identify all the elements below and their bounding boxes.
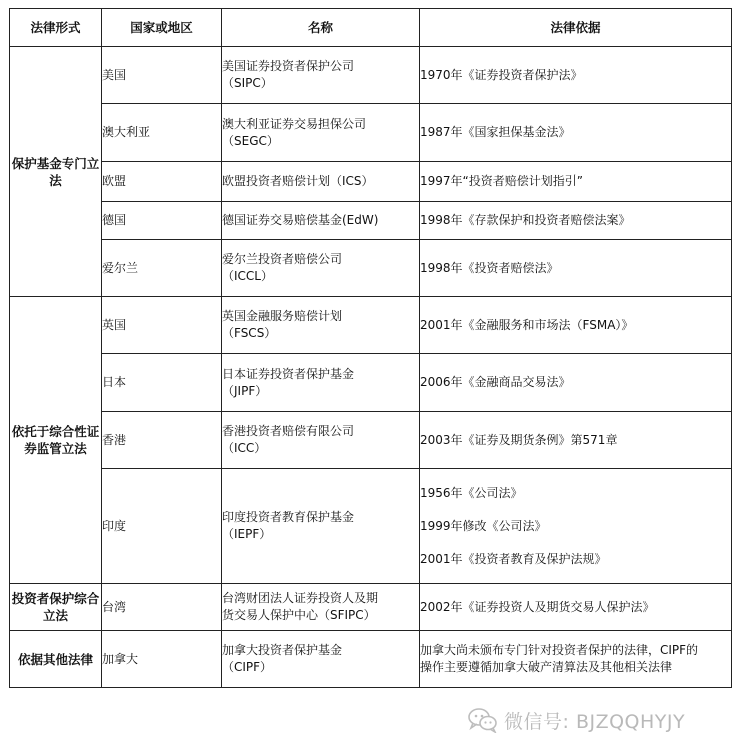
basis-cell [420, 584, 732, 631]
name-line: （SEGC） [222, 133, 279, 148]
basis-line: 2006年《金融商品交易法》 [420, 375, 571, 389]
header-row [10, 9, 732, 47]
name-cell [222, 412, 420, 469]
name-cell [222, 631, 420, 688]
basis-cell [420, 240, 732, 297]
region-cell: 美国 [102, 47, 222, 104]
legal-form-cell: 依托于综合性证券监管立法 [10, 297, 102, 584]
legal-basis-table [9, 8, 732, 688]
name-cell [222, 584, 420, 631]
name-cell [222, 202, 420, 240]
basis-line: 加拿大尚未颁布专门针对投资者保护的法律，CIPF的 [420, 643, 699, 657]
legal-form-cell: 投资者保护综合立法 [10, 584, 102, 631]
basis-cell [420, 631, 732, 688]
basis-line: 2003年《证券及期货条例》第571章 [420, 432, 618, 447]
table-row [10, 240, 732, 297]
name-cell [222, 297, 420, 354]
table-row [10, 412, 732, 469]
wechat-icon [468, 707, 498, 733]
name-line: （JIPF） [222, 383, 268, 398]
region-cell: 欧盟 [102, 162, 222, 202]
name-line: （ICC） [222, 441, 267, 455]
watermark-text: 微信号: BJZQQHYJY [504, 710, 686, 733]
header-legal-basis: 法律依据 [420, 9, 732, 47]
table-row [10, 631, 732, 688]
table-row [10, 104, 732, 162]
legal-form-cell: 依据其他法律 [10, 631, 102, 688]
region-cell: 香港 [102, 412, 222, 469]
name-line: （SIPC） [222, 76, 273, 90]
region-cell: 日本 [102, 354, 222, 412]
basis-line: 1970年《证券投资者保护法》 [420, 67, 583, 82]
basis-cell [420, 162, 732, 202]
basis-cell [420, 412, 732, 469]
table-row [10, 584, 732, 631]
table-row [10, 162, 732, 202]
name-line: 爱尔兰投资者赔偿公司 [222, 252, 343, 266]
region-cell: 印度 [102, 469, 222, 584]
basis-line: 1998年《存款保护和投资者赔偿法案》 [420, 213, 631, 227]
basis-cell [420, 202, 732, 240]
name-cell [222, 240, 420, 297]
basis-line: 2002年《证券投资人及期货交易人保护法》 [420, 599, 655, 614]
name-line: 美国证券投资者保护公司 [222, 59, 355, 73]
name-line: 印度投资者教育保护基金 [222, 510, 355, 524]
name-line: （ICCL） [222, 269, 273, 283]
legal-form-cell: 保护基金专门立法 [10, 47, 102, 297]
basis-line: 1997年“投资者赔偿计划指引” [420, 174, 583, 188]
name-line: 货交易人保护中心（SFIPC） [222, 608, 376, 622]
basis-line: 2001年《投资者教育及保护法规》 [420, 551, 607, 566]
table-row [10, 47, 732, 104]
region-cell: 英国 [102, 297, 222, 354]
table-row [10, 297, 732, 354]
table-row [10, 202, 732, 240]
name-cell [222, 47, 420, 104]
region-cell: 澳大利亚 [102, 104, 222, 162]
basis-cell [420, 297, 732, 354]
basis-cell [420, 104, 732, 162]
header-legal-form: 法律形式 [10, 9, 102, 47]
region-cell: 加拿大 [102, 631, 222, 688]
header-region: 国家或地区 [102, 9, 222, 47]
name-line: 澳大利亚证券交易担保公司 [222, 116, 367, 131]
name-cell [222, 469, 420, 584]
name-line: 欧盟投资者赔偿计划（ICS） [222, 174, 374, 188]
name-line: 英国金融服务赔偿计划 [222, 309, 343, 323]
basis-line: 操作主要遵循加拿大破产清算法及其他相关法律 [420, 660, 673, 674]
table-row [10, 354, 732, 412]
basis-line: 1999年修改《公司法》 [420, 518, 547, 533]
name-line: （FSCS） [222, 326, 277, 340]
watermark [468, 706, 685, 734]
basis-cell [420, 469, 732, 584]
region-cell: 台湾 [102, 584, 222, 631]
region-cell: 爱尔兰 [102, 240, 222, 297]
basis-line: 1987年《国家担保基金法》 [420, 125, 571, 139]
name-line: 加拿大投资者保护基金 [222, 643, 343, 657]
name-cell [222, 162, 420, 202]
region-cell: 德国 [102, 202, 222, 240]
name-cell [222, 104, 420, 162]
table-row [10, 469, 732, 584]
basis-cell [420, 354, 732, 412]
basis-line: 2001年《金融服务和市场法（FSMA）》 [420, 317, 634, 332]
name-line: （CIPF） [222, 660, 273, 674]
name-line: 日本证券投资者保护基金 [222, 366, 355, 381]
name-line: （IEPF） [222, 527, 272, 541]
name-line: 台湾财团法人证券投资人及期 [222, 591, 379, 605]
header-name: 名称 [222, 9, 420, 47]
basis-cell [420, 47, 732, 104]
basis-line: 1998年《投资者赔偿法》 [420, 260, 559, 275]
basis-line: 1956年《公司法》 [420, 485, 523, 500]
name-cell [222, 354, 420, 412]
name-line: 德国证券交易赔偿基金(EdW) [222, 213, 379, 227]
name-line: 香港投资者赔偿有限公司 [222, 424, 355, 438]
